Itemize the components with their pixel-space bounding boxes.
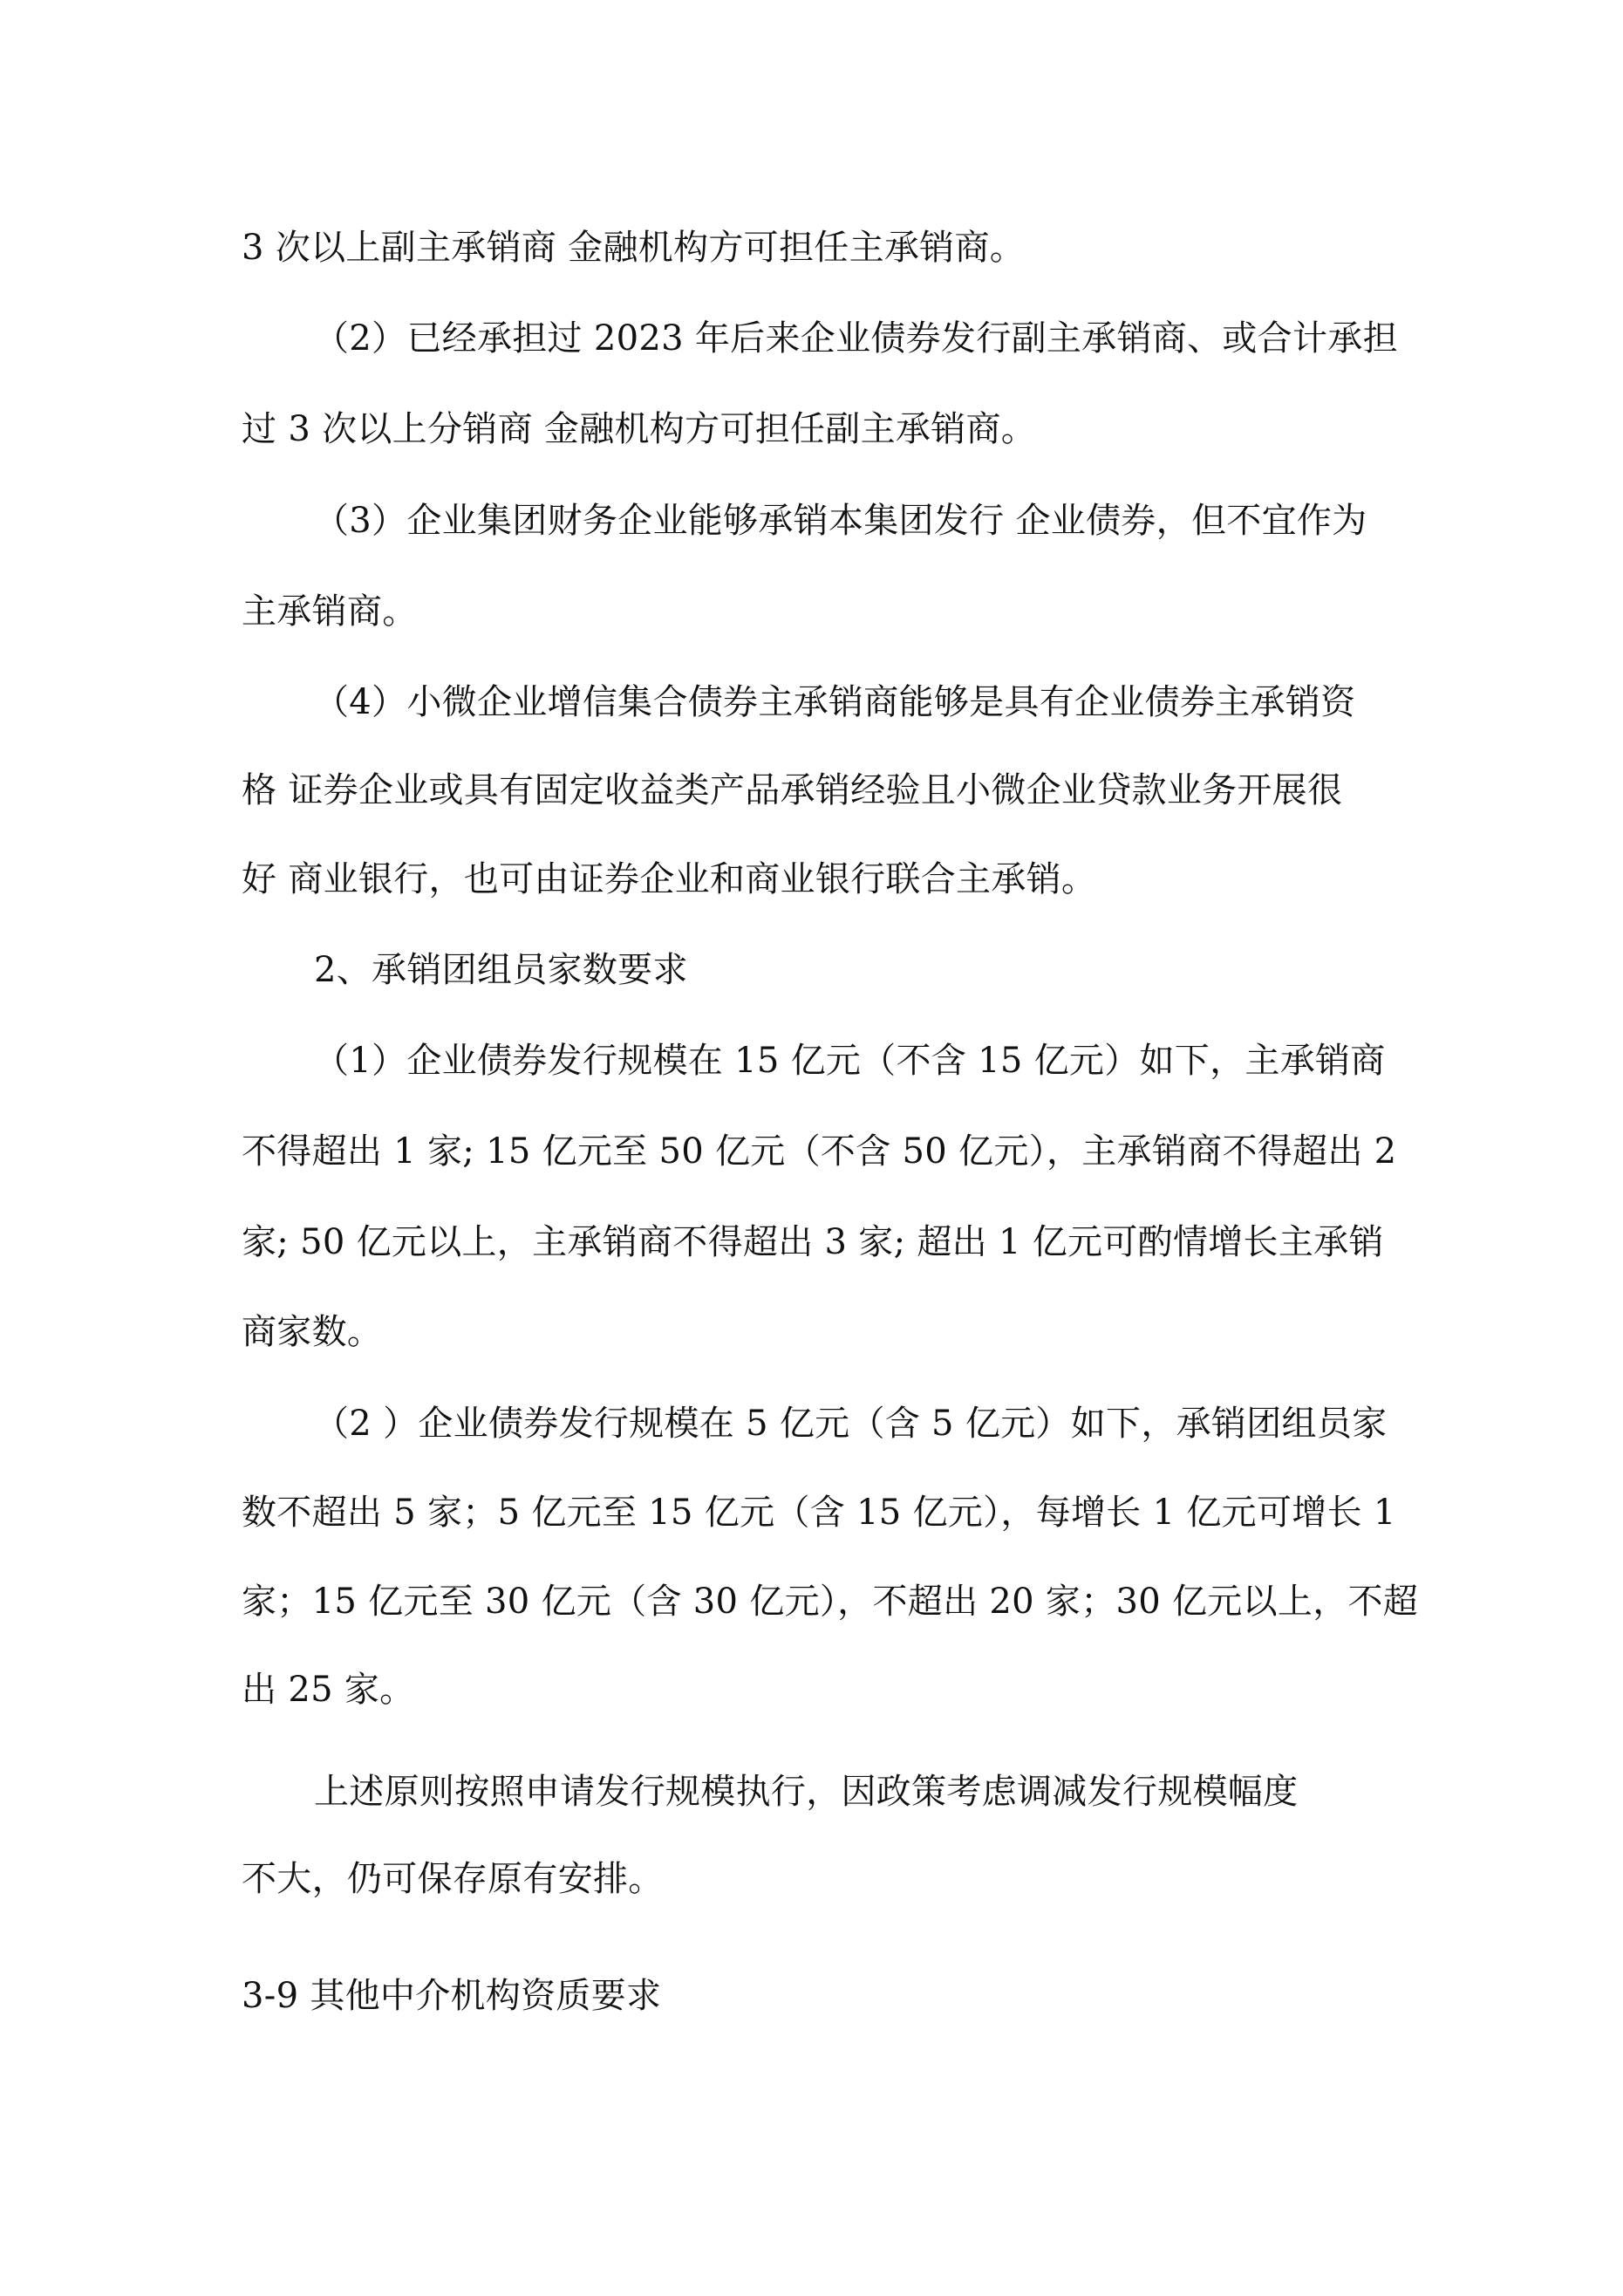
- paragraph-line: （2 ）企业债券发行规模在 5 亿元（含 5 亿元）如下，承销团组员家: [314, 1404, 1388, 1444]
- paragraph-line: 主承销商。: [242, 591, 418, 632]
- paragraph-line: 商家数。: [242, 1312, 383, 1352]
- section-heading: 2、承销团组员家数要求: [314, 950, 688, 990]
- paragraph-line: 家；15 亿元至 30 亿元（含 30 亿元），不超出 20 家；30 亿元以上，不超: [242, 1582, 1419, 1622]
- paragraph-line: （1）企业债券发行规模在 15 亿元（不含 15 亿元）如下，主承销商: [314, 1041, 1386, 1081]
- paragraph-line: 数不超出 5 家；5 亿元至 15 亿元（含 15 亿元），每增长 1 亿元可增长 1: [242, 1493, 1396, 1533]
- paragraph-line: 上述原则按照申请发行规模执行，因政策考虑调减发行规模幅度: [314, 1772, 1299, 1812]
- paragraph-line: （3）企业集团财务企业能够承销本集团发行 企业债券，但不宜作为: [314, 501, 1367, 541]
- paragraph-line: 过 3 次以上分销商 金融机构方可担任副主承销商。: [242, 409, 1037, 449]
- paragraph-line: 好 商业银行，也可由证券企业和商业银行联合主承销。: [242, 859, 1097, 899]
- paragraph-line: 格 证券企业或具有固定收益类产品承销经验且小微企业贷款业务开展很: [242, 770, 1343, 810]
- paragraph-line: 不得超出 1 家; 15 亿元至 50 亿元（不含 50 亿元），主承销商不得超出 2: [242, 1131, 1397, 1172]
- paragraph-line: （2）已经承担过 2023 年后来企业债券发行副主承销商、或合计承担: [314, 318, 1398, 359]
- paragraph-line: 3 次以上副主承销商 金融机构方可担任主承销商。: [242, 228, 1026, 268]
- section-heading: 3-9 其他中介机构资质要求: [242, 1976, 662, 2016]
- paragraph-line: 家; 50 亿元以上，主承销商不得超出 3 家; 超出 1 亿元可酌情增长主承销: [242, 1222, 1384, 1262]
- paragraph-line: （4）小微企业增信集合债券主承销商能够是具有企业债券主承销资: [314, 682, 1356, 722]
- paragraph-line: 出 25 家。: [242, 1670, 415, 1710]
- paragraph-line: 不大，仍可保存原有安排。: [242, 1859, 664, 1899]
